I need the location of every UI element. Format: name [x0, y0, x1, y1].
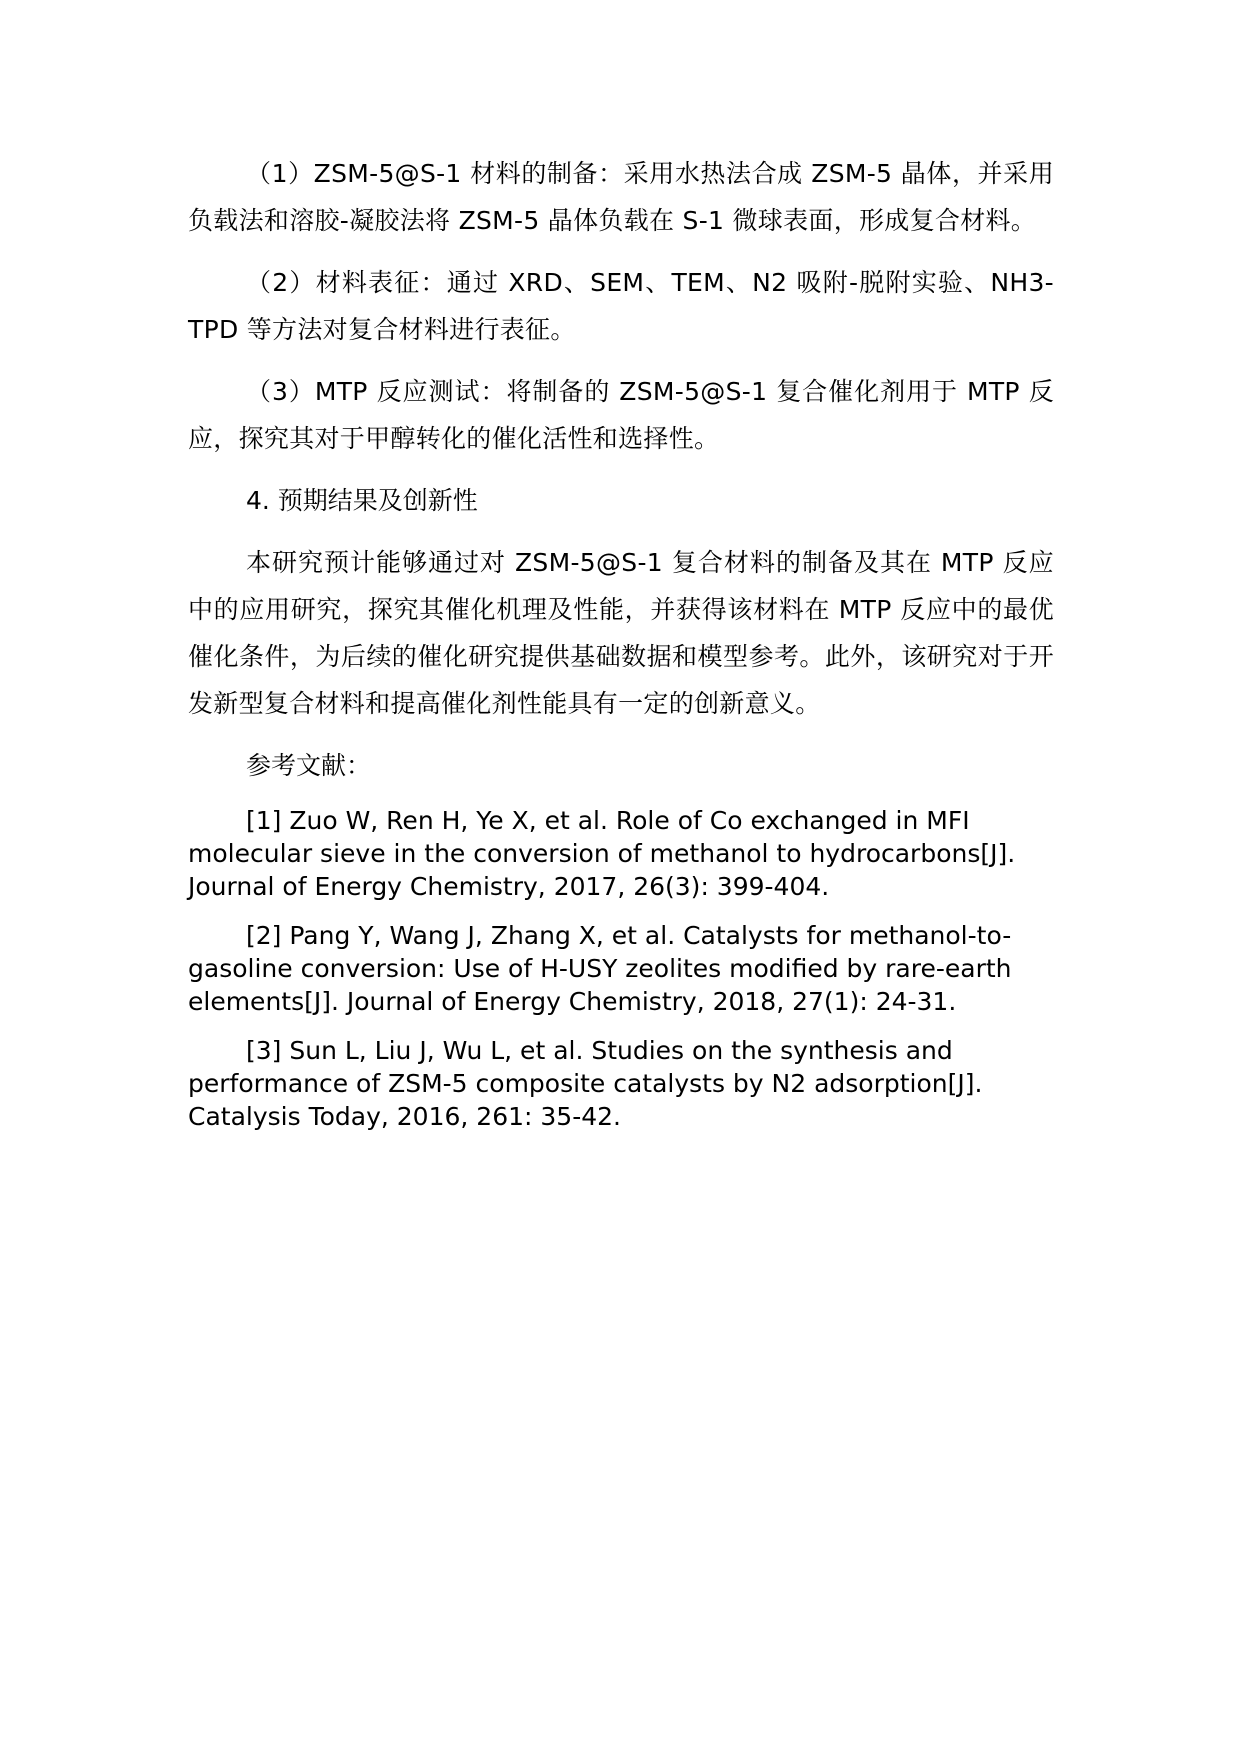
- reference-item: [3] Sun L, Liu J, Wu L, et al. Studies on the synthesis and performance of ZSM-5 composite catalysts by N2 adsorption[J]. Catalysis Today, 2016, 261: 35-42.: [188, 1036, 983, 1131]
- method-step-1: （1）ZSM-5@S-1 材料的制备：采用水热法合成 ZSM-5 晶体，并采用负载法和溶胶-凝胶法将 ZSM-5 晶体负载在 S-1 微球表面，形成复合材料。: [188, 159, 1054, 235]
- expected-results-paragraph: 本研究预计能够通过对 ZSM-5@S-1 复合材料的制备及其在 MTP 反应中的应用研究，探究其催化机理及性能，并获得该材料在 MTP 反应中的最优催化条件，为后续的催化研究提供基础数据和模型参考。此外，该研究对于开发新型复合材料和提高催化剂性能具有一定的创新意义。: [188, 548, 1054, 718]
- method-step-2: （2）材料表征：通过 XRD、SEM、TEM、N2 吸附-脱附实验、NH3-TPD 等方法对复合材料进行表征。: [188, 268, 1054, 344]
- section-heading-expected-results: 4. 预期结果及创新性: [246, 486, 478, 515]
- references-heading: 参考文献：: [246, 751, 372, 780]
- method-step-3: （3）MTP 反应测试：将制备的 ZSM-5@S-1 复合催化剂用于 MTP 反应，探究其对于甲醇转化的催化活性和选择性。: [188, 377, 1054, 453]
- reference-item: [1] Zuo W, Ren H, Ye X, et al. Role of Co exchanged in MFI molecular sieve in the conversion of methanol to hydrocarbons[J]. Journal of Energy Chemistry, 2017, 26(3): 399-404.: [188, 806, 1016, 901]
- document-body: [188, 150, 1054, 1149]
- reference-item: [2] Pang Y, Wang J, Zhang X, et al. Catalysts for methanol-to-gasoline conversion: Use of H-USY zeolites modified by rare-earth elements[J]. Journal of Energy Chemistry, 2018, 27(1): 24-31.: [188, 921, 1012, 1016]
